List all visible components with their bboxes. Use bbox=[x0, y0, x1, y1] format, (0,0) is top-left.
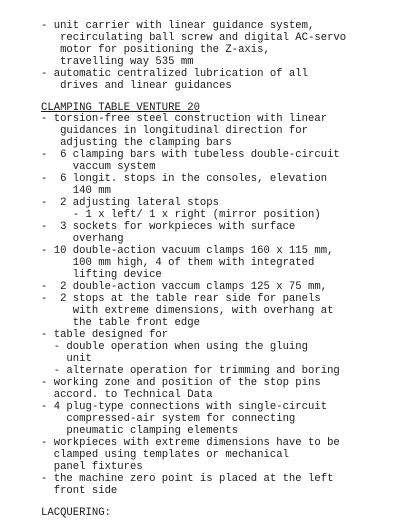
section-line: - 4 plug-type connections with single-circuit bbox=[41, 401, 328, 413]
section-line: - table designed for bbox=[41, 329, 169, 341]
section-line: - double operation when using the gluing bbox=[41, 341, 309, 353]
section-line: pneumatic clamping elements bbox=[41, 425, 239, 437]
section-line: vaccum system bbox=[41, 161, 156, 173]
section-line: 100 mm high, 4 of them with integrated bbox=[41, 257, 315, 269]
section-line: front side bbox=[41, 485, 118, 497]
section-line: adjusting the clamping bars bbox=[41, 137, 232, 149]
section-line: - torsion-free steel construction with linear bbox=[41, 113, 328, 125]
section-line: - 1 x left/ 1 x right (mirror position) bbox=[41, 209, 321, 221]
intro-line: drives and linear guidances bbox=[41, 80, 232, 92]
section-line: - 2 double-action vaccum clamps 125 x 75 mm, bbox=[41, 281, 328, 293]
section-line: - 2 stops at the table rear side for panels bbox=[41, 293, 321, 305]
section-heading: CLAMPING TABLE VENTURE 20 bbox=[41, 102, 200, 114]
intro-line: - automatic centralized lubrication of all bbox=[41, 68, 309, 80]
footer-heading: LACQUERING: bbox=[41, 507, 111, 519]
section-line: panel fixtures bbox=[41, 461, 143, 473]
section-line: - 3 sockets for workpieces with surface bbox=[41, 221, 296, 233]
section-line: - alternate operation for trimming and boring bbox=[41, 365, 340, 377]
intro-line: motor for positioning the Z-axis, bbox=[41, 44, 270, 56]
section-line: the table front edge bbox=[41, 317, 200, 329]
section-line: guidances in longitudinal direction for bbox=[41, 125, 309, 137]
intro-line: travelling way 535 mm bbox=[41, 56, 194, 68]
section-line: - the machine zero point is placed at the left bbox=[41, 473, 334, 485]
section-line: unit bbox=[41, 353, 92, 365]
section-line: - 6 longit. stops in the consoles, elevation bbox=[41, 173, 328, 185]
section-line: accord. to Technical Data bbox=[41, 389, 213, 401]
section-line: 140 mm bbox=[41, 185, 111, 197]
intro-line: recirculating ball screw and digital AC-servo bbox=[41, 32, 347, 44]
section-line: lifting device bbox=[41, 269, 162, 281]
intro-line: - unit carrier with linear guidance system, bbox=[41, 20, 315, 32]
section-line: - working zone and position of the stop pins bbox=[41, 377, 321, 389]
section-line: overhang bbox=[41, 233, 124, 245]
section-line: - workpieces with extreme dimensions have to be bbox=[41, 437, 340, 449]
section-line: - 10 double-action vacuum clamps 160 x 115 mm, bbox=[41, 245, 334, 257]
section-line: - 6 clamping bars with tubeless double-circuit bbox=[41, 149, 340, 161]
section-line: compressed-air system for connecting bbox=[41, 413, 296, 425]
section-line: clamped using templates or mechanical bbox=[41, 449, 289, 461]
section-line: with extreme dimensions, with overhang at bbox=[41, 305, 334, 317]
section-line: - 2 adjusting lateral stops bbox=[41, 197, 220, 209]
